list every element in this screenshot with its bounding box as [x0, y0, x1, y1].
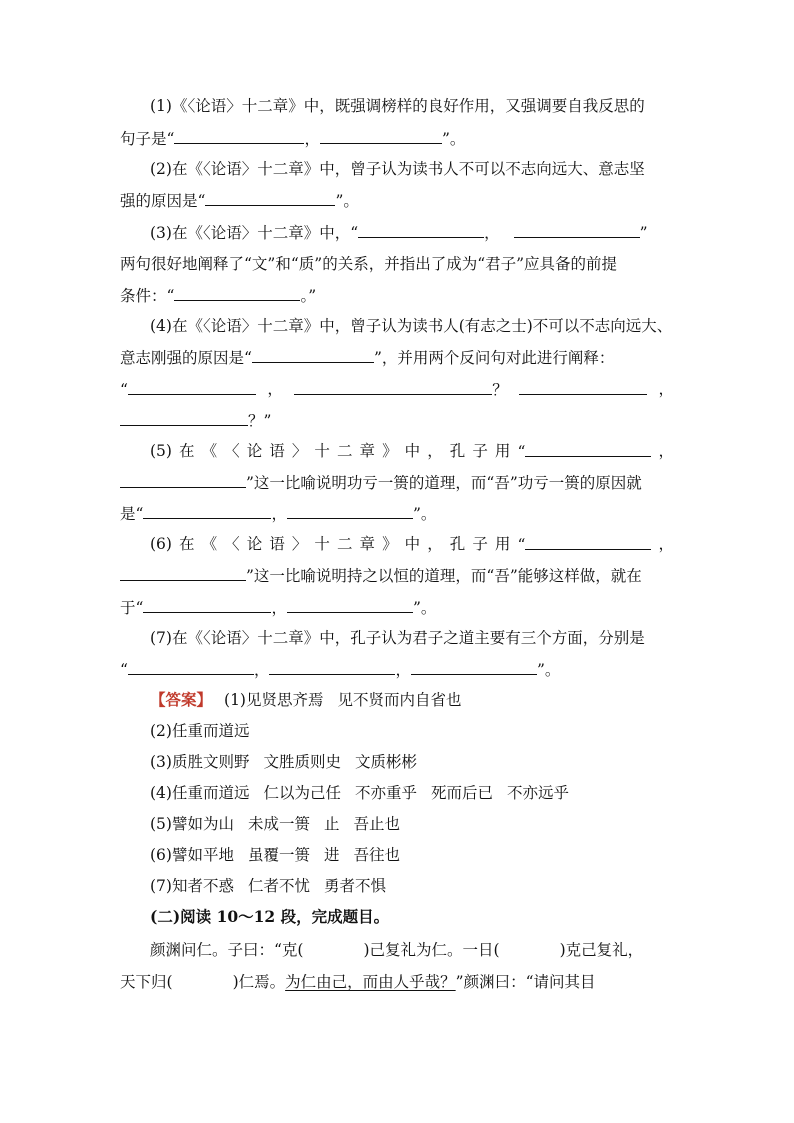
- q4-question-1: ？: [492, 381, 508, 399]
- section-2-heading: (二)阅读 10～12 段，完成题目。: [150, 907, 390, 926]
- q5-blank-wrap: [517, 441, 651, 462]
- q7-line-1: (7)在《〈论语〉十二章》中，孔子认为君子之道主要有三个方面，分别是: [150, 629, 645, 647]
- q5-char: 章: [359, 442, 376, 460]
- q6-char: 章: [359, 535, 376, 553]
- q5-line-3: [120, 503, 674, 524]
- answer-item: 仁者不忧: [247, 877, 310, 895]
- q6-line-2: [120, 565, 674, 586]
- q6-char: 孔: [449, 535, 466, 553]
- answer-item: (4)任重而道远: [150, 784, 250, 802]
- q6-char: 〉: [291, 535, 308, 553]
- q6-blank-4[interactable]: [287, 597, 413, 613]
- q6-blank-wrap: [517, 534, 651, 555]
- q1-blank-1[interactable]: [174, 128, 304, 144]
- q1-blank-2[interactable]: [320, 128, 442, 144]
- q2-text-b: ”。: [335, 192, 359, 210]
- answer-item: 未成一篑: [247, 815, 310, 833]
- answer-line-5: [150, 814, 674, 834]
- q5-char: 二: [336, 442, 353, 460]
- q6-char: 十: [314, 535, 330, 553]
- q3-blank-2[interactable]: [514, 222, 640, 238]
- q7-blank-3[interactable]: [411, 659, 537, 675]
- q5-char: 语: [269, 442, 285, 460]
- q2-blank-1[interactable]: [205, 190, 335, 206]
- section-2-text: 颜渊问仁。子曰：“克(: [150, 941, 304, 959]
- q5-blank-4[interactable]: [287, 503, 413, 519]
- q7-text-c: ，: [395, 661, 411, 679]
- q5-char: 孔: [449, 442, 466, 460]
- q6-text-c: 于“: [120, 599, 144, 617]
- q6-char: “: [517, 536, 526, 554]
- q6-char: 语: [269, 535, 285, 553]
- q3-line-3: [120, 285, 674, 306]
- section-2-text: ”颜渊曰：“请问其目: [455, 973, 596, 991]
- q6-char: (6): [150, 535, 172, 553]
- section-2-text: )仁焉。: [232, 973, 286, 991]
- q3-text-d: 条件：“: [120, 287, 175, 305]
- answer-line-7: [150, 876, 674, 896]
- q6-char: 中: [404, 535, 421, 553]
- q2-text-a: 强的原因是“: [120, 192, 206, 210]
- q4-line-2: [120, 347, 674, 368]
- q5-line-1: [150, 441, 674, 462]
- answer-item: 吾往也: [353, 846, 401, 864]
- answer-item: 文胜质则史: [263, 753, 341, 771]
- q4-blank-2[interactable]: [128, 379, 256, 395]
- q5-text-c: 是“: [120, 505, 144, 523]
- q5-char: 十: [314, 442, 330, 460]
- q4-seg-2: [294, 379, 508, 400]
- answer-item: 虽覆一篑: [247, 846, 310, 864]
- underlined-sentence: 为仁由己，而由人乎哉？: [285, 973, 456, 991]
- q5-line-2: [120, 472, 674, 493]
- answer-line-1: [150, 690, 674, 710]
- section-2-text: 天下归(: [120, 973, 173, 991]
- q1-text-b: ，: [304, 130, 320, 148]
- q7-text-d: ”。: [536, 661, 561, 679]
- q6-char: 在: [179, 535, 195, 553]
- answer-line-4: [150, 783, 674, 803]
- q1-line-2: [120, 128, 674, 149]
- q5-char: (5): [150, 442, 172, 460]
- answer-item: (1)见贤思齐焉: [224, 691, 324, 709]
- q3-text-c: ”: [639, 224, 648, 242]
- answer-item: (5)譬如为山: [150, 815, 234, 833]
- q6-char: 《: [201, 535, 218, 553]
- answer-item: 死而后已: [431, 784, 494, 802]
- q3-blank-1[interactable]: [358, 222, 484, 238]
- q6-blank-1[interactable]: [525, 534, 651, 550]
- q5-char: 》: [382, 442, 398, 460]
- q3-text-a: (3)在《〈论语〉十二章》中，“: [150, 224, 359, 242]
- q4-comma-2: ，: [658, 380, 674, 398]
- q3-text-e: 。”: [300, 287, 317, 305]
- q6-char: 》: [382, 535, 398, 553]
- q6-char: ，: [427, 535, 443, 553]
- q7-text-a: “: [120, 661, 128, 679]
- q4-text-end: ？”: [248, 412, 272, 430]
- q1-text-c: ”。: [441, 130, 466, 148]
- answer-item: 吾止也: [353, 815, 401, 833]
- q6-char: 论: [246, 535, 263, 553]
- answer-line-6: [150, 845, 674, 865]
- section-2-para-line-2: [120, 972, 674, 992]
- q4-text-b: ”，并用两个反问句对此进行阐释：: [373, 349, 615, 367]
- q4-blank-5[interactable]: [120, 410, 248, 426]
- q4-line-1: (4)在《〈论语〉十二章》中，曾子认为读书人(有志之士)不可以不志向远大、: [150, 317, 673, 335]
- q5-text-e: ”。: [412, 505, 437, 523]
- q6-line-1: [150, 534, 674, 555]
- answer-item: (6)譬如平地: [150, 846, 234, 864]
- section-2-para-line-1: [150, 940, 674, 960]
- q5-char: 《: [201, 442, 218, 460]
- q5-comma: ，: [658, 442, 674, 460]
- q5-blank-2[interactable]: [120, 472, 246, 488]
- answer-item: 文质彬彬: [354, 753, 417, 771]
- answer-item: 勇者不惧: [323, 877, 386, 895]
- answer-item: (2)任重而道远: [150, 722, 250, 740]
- answer-tag: 【答案】: [150, 690, 213, 709]
- answer-item: (3)质胜文则野: [150, 753, 250, 771]
- q5-text-d: ，: [271, 505, 287, 523]
- q3-line-2: 两句很好地阐释了“文”和“质”的关系，并指出了成为“君子”应具备的前提: [120, 255, 618, 273]
- q5-char: 〉: [291, 442, 308, 460]
- q4-blank-3[interactable]: [294, 379, 492, 395]
- q6-char: 子: [472, 535, 488, 553]
- answer-line-3: [150, 752, 674, 772]
- q4-text-a: 意志刚强的原因是“: [120, 349, 252, 367]
- q5-char: 用: [494, 442, 511, 460]
- answer-item: 见不贤而内自省也: [337, 691, 462, 709]
- q6-char: 用: [494, 535, 511, 553]
- section-2-text: )克己复礼，: [559, 941, 644, 959]
- q5-text-b: ”这一比喻说明功亏一篑的道理，而“吾”功亏一篑的原因就: [246, 474, 642, 492]
- answer-item: 不亦远乎: [507, 784, 570, 802]
- q6-text-b: ”这一比喻说明持之以恒的道理，而“吾”能够这样做，就在: [246, 567, 642, 585]
- q1-text-a: 句子是“: [120, 130, 175, 148]
- q7-line-2: [120, 659, 674, 680]
- q4-blank-1[interactable]: [252, 347, 374, 363]
- q5-char: 论: [246, 442, 263, 460]
- q7-blank-2[interactable]: [269, 659, 395, 675]
- q5-char: 在: [179, 442, 195, 460]
- q5-char: 子: [472, 442, 488, 460]
- q4-open-quote: “: [120, 381, 128, 399]
- q5-char: “: [517, 443, 526, 461]
- q6-blank-3[interactable]: [143, 597, 271, 613]
- q5-blank-3[interactable]: [143, 503, 271, 519]
- q2-line-2: [120, 190, 674, 211]
- q5-char: ，: [427, 442, 443, 460]
- q6-text-e: ”。: [412, 599, 437, 617]
- q6-line-3: [120, 597, 674, 618]
- q4-line-3: [120, 379, 674, 400]
- q6-text-d: ，: [271, 599, 287, 617]
- answer-line-2: [150, 721, 674, 741]
- q5-blank-1[interactable]: [525, 441, 651, 457]
- q5-char: 中: [404, 442, 421, 460]
- q6-blank-2[interactable]: [120, 565, 246, 581]
- q4-blank-4[interactable]: [519, 379, 647, 395]
- answer-item: 仁以为己任: [263, 784, 341, 802]
- section-2-text: )己复礼为仁。一日(: [363, 941, 500, 959]
- q5-char: 〈: [224, 442, 240, 460]
- q6-comma: ，: [658, 535, 674, 553]
- q6-char: 〈: [224, 535, 240, 553]
- q2-line-1: (2)在《〈论语〉十二章》中，曾子认为读书人不可以不志向远大、意志坚: [150, 160, 645, 178]
- answer-item: 进: [323, 846, 340, 864]
- q4-line-4: [120, 410, 674, 431]
- q3-blank-3[interactable]: [174, 285, 300, 301]
- q4-comma-1: ，: [267, 380, 283, 398]
- q6-char: 二: [336, 535, 353, 553]
- answer-item: 止: [323, 815, 340, 833]
- q7-text-b: ，: [253, 661, 270, 679]
- q4-seg-1: [120, 379, 256, 400]
- q3-line-1: [150, 222, 674, 243]
- q3-text-b: ，: [484, 224, 500, 242]
- q1-line-1: (1)《〈论语〉十二章》中，既强调榜样的良好作用，又强调要自我反思的: [150, 97, 645, 115]
- q4-seg-3: [519, 379, 647, 400]
- answer-item: (7)知者不惑: [150, 877, 234, 895]
- answer-item: 不亦重乎: [354, 784, 417, 802]
- q7-blank-1[interactable]: [128, 659, 254, 675]
